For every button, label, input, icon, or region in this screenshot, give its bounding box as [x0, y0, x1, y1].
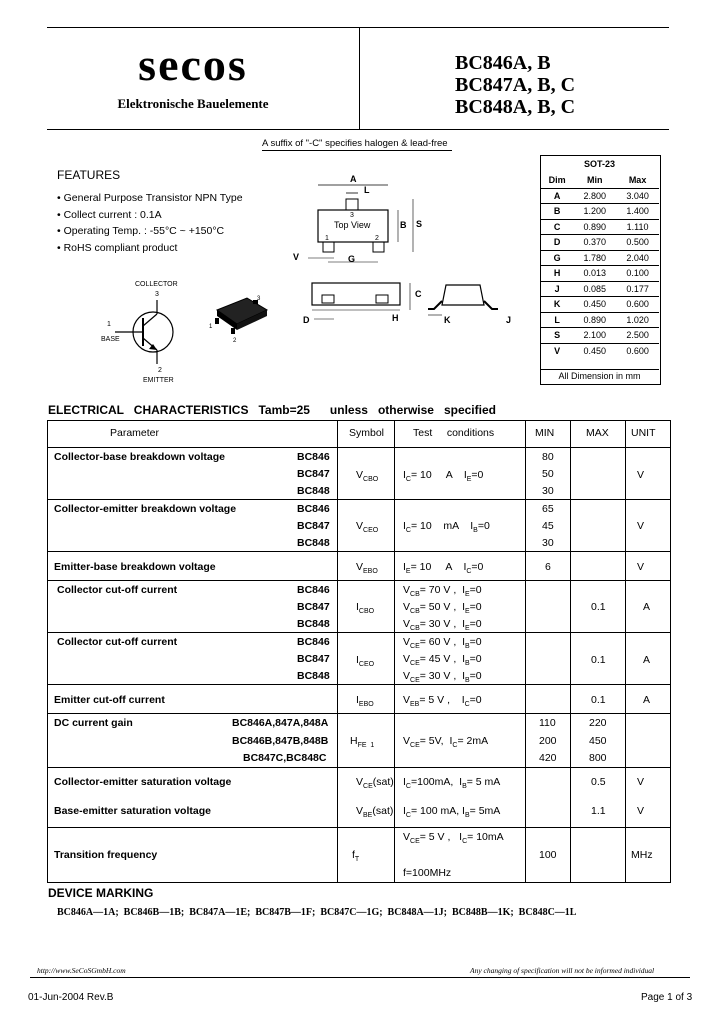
device-marking-text: BC846A—1A; BC846B—1B; BC847A—1E; BC847B—1F; BC847C—1G; BC848A—1J; BC848B—1K; BC848C—1L	[57, 907, 577, 918]
dim-table-row	[541, 297, 659, 313]
test-ft-frequency: f=100MHz	[403, 867, 452, 879]
param-hfe: DC current gain	[54, 717, 133, 729]
company-subtitle: Elektronische Bauelemente	[117, 96, 269, 111]
dim-min: 1.200	[573, 204, 616, 220]
min-value: 6	[545, 561, 551, 573]
dim-min: 0.890	[573, 312, 616, 328]
svg-text:V: V	[293, 252, 300, 262]
dim-min: 0.890	[573, 219, 616, 235]
max-value: 0.1	[591, 654, 606, 666]
dim-table-row	[541, 343, 659, 358]
ec-row-border	[47, 551, 671, 552]
dim-letter: D	[541, 235, 573, 251]
ec-row-border	[47, 684, 671, 685]
dim-max: 1.110	[616, 219, 659, 235]
sot23-3d-package-icon	[205, 290, 275, 345]
features-title: FEATURES	[57, 168, 121, 182]
dim-max: 1.020	[616, 312, 659, 328]
max-value: 1.1	[591, 805, 606, 817]
param-ft: Transition frequency	[54, 849, 158, 861]
symbol-vebo: $V_{EBO}$	[356, 561, 378, 576]
ec-col-border	[47, 420, 48, 883]
ec-row-border	[47, 827, 671, 828]
pkg-pin-1: 1	[209, 324, 213, 330]
symbol-vcesat: $V_{CE}(sat)$	[356, 776, 394, 791]
dim-min: 0.013	[573, 266, 616, 282]
max-value: 0.1	[591, 601, 606, 613]
param-vcbo: Collector-base breakdown voltage	[54, 451, 225, 463]
svg-text:C: C	[415, 289, 422, 299]
part-label: BC846	[297, 503, 330, 515]
part-label: BC848	[297, 670, 330, 682]
ec-row-border	[47, 499, 671, 500]
base-label: BASE	[101, 336, 120, 343]
test-iceo: $V_{CE}= 60$ V , $I_B=0$	[403, 636, 482, 651]
dim-min: 0.085	[573, 281, 616, 297]
dim-min: 1.780	[573, 250, 616, 266]
ec-row-border	[47, 713, 671, 714]
part-label: BC846	[297, 451, 330, 463]
svg-text:D: D	[303, 315, 310, 325]
ec-col-border	[625, 420, 626, 883]
company-logo: secos	[138, 39, 248, 90]
test-icbo: $V_{CB}= 50$ V , $I_E=0$	[403, 601, 482, 616]
svg-text:S: S	[416, 219, 423, 229]
device-marking-title: DEVICE MARKING	[48, 886, 154, 900]
emitter-label: EMITTER	[143, 377, 174, 384]
dim-min: 2.100	[573, 328, 616, 344]
dim-max: 2.500	[616, 328, 659, 344]
feature-item: • Collect current : 0.1A	[57, 208, 162, 221]
dim-table-row	[541, 266, 659, 282]
dim-max: 2.040	[616, 250, 659, 266]
notice-underline	[262, 150, 452, 151]
pin-3-label: 3	[155, 291, 159, 298]
symbol-icbo: $I_{CBO}$	[356, 601, 375, 616]
unit-value: V	[637, 805, 645, 817]
dim-table-footer: All Dimension in mm	[540, 369, 659, 381]
dim-table-row	[541, 281, 659, 297]
svg-text:B: B	[400, 220, 407, 230]
part-label: BC848	[297, 537, 330, 549]
dimension-table	[541, 173, 659, 358]
header-bottom-border	[47, 129, 669, 130]
footer-disclaimer: Any changing of specification will not be informed individual	[470, 966, 655, 975]
min-value: 50	[542, 468, 554, 480]
svg-text:G: G	[348, 254, 356, 264]
test-vcesat: $I_C=100mA$, $I_B= 5$ mA	[403, 776, 501, 791]
svg-text:A: A	[350, 174, 357, 184]
col-header-test: Test conditions	[413, 427, 495, 439]
dim-letter: G	[541, 250, 573, 266]
group-label: BC846A,847A,848A	[232, 717, 329, 729]
dim-letter: S	[541, 328, 573, 344]
part-number-line-1: BC846A, B	[455, 52, 551, 74]
dim-table-row	[541, 328, 659, 344]
dim-min: 0.450	[573, 343, 616, 358]
dim-letter: B	[541, 204, 573, 220]
test-icbo: $V_{CB}= 30$ V , $I_E=0$	[403, 618, 482, 633]
dim-table-row	[541, 219, 659, 235]
test-vceo: $I_C= 10$ mA $I_B=0$	[403, 520, 490, 535]
min-value: 110	[539, 717, 556, 729]
dim-letter: L	[541, 312, 573, 328]
unit-value: V	[637, 776, 645, 788]
dim-letter: A	[541, 188, 573, 204]
min-value: 45	[542, 520, 554, 532]
svg-text:J: J	[506, 315, 512, 325]
footer-page-number: Page 1 of 3	[641, 992, 693, 1003]
test-iebo: $V_{EB}= 5$ V , $I_C=0$	[403, 694, 482, 709]
test-hfe: $V_{CE}= 5V$, $I_C= 2mA$	[403, 735, 489, 750]
part-label: BC847	[297, 653, 330, 665]
test-vebo: $I_E= 10$ A $I_C=0$	[403, 561, 484, 576]
dim-letter: C	[541, 219, 573, 235]
symbol-ft: $f_T$	[352, 849, 360, 864]
symbol-vbesat: $V_{BE}(sat)$	[356, 805, 394, 820]
max-value: 0.5	[591, 776, 606, 788]
col-header-min: MIN	[535, 427, 555, 439]
param-vbesat: Base-emitter saturation voltage	[54, 805, 211, 817]
param-vceo: Collector-emitter breakdown voltage	[54, 503, 237, 515]
test-ft: $V_{CE}= 5$ V , $I_C= 10mA$	[403, 831, 504, 846]
svg-text:3: 3	[350, 212, 354, 219]
dim-table-row	[541, 235, 659, 251]
ec-bottom-border	[47, 882, 671, 883]
dim-letter: K	[541, 297, 573, 313]
ec-row-border	[47, 580, 671, 581]
min-value: 65	[542, 503, 554, 515]
dim-table-title: SOT-23	[583, 159, 615, 169]
dim-table-row	[541, 188, 659, 204]
dim-max: 0.500	[616, 235, 659, 251]
features-list	[57, 190, 243, 256]
part-label: BC847	[297, 468, 330, 480]
footer-rule	[30, 977, 690, 978]
unit-value: V	[637, 520, 645, 532]
ec-col-border	[394, 420, 395, 883]
test-icbo: $V_{CB}= 70$ V , $I_E=0$	[403, 584, 482, 599]
ec-top-border	[47, 420, 671, 421]
part-label: BC848	[297, 485, 330, 497]
dim-max: 3.040	[616, 188, 659, 204]
param-vcesat: Collector-emitter saturation voltage	[54, 776, 232, 788]
header-top-border	[47, 27, 669, 28]
part-number-line-3: BC848A, B, C	[455, 96, 576, 118]
min-value: 30	[542, 485, 554, 497]
symbol-vcbo: $V_{CBO}$	[356, 469, 379, 484]
col-header-parameter: Parameter	[110, 427, 160, 439]
dim-max: 1.400	[616, 204, 659, 220]
max-value: 800	[589, 752, 607, 764]
unit-value: V	[637, 561, 645, 573]
pin-2-label: 2	[158, 367, 162, 374]
group-label: BC846B,847B,848B	[232, 735, 329, 747]
param-icbo: Collector cut-off current	[57, 584, 178, 596]
ec-col-border	[670, 420, 671, 883]
feature-item: • Operating Temp. : -55°C ~ +150°C	[57, 225, 225, 237]
footer-url[interactable]: http://www.SeCoSGmbH.com	[37, 966, 126, 975]
col-header-max: MAX	[586, 427, 609, 439]
feature-item: • RoHS compliant product	[57, 241, 178, 254]
dim-min: 0.370	[573, 235, 616, 251]
dim-max: 0.177	[616, 281, 659, 297]
unit-value: A	[643, 694, 651, 706]
symbol-vceo: $V_{CEO}$	[356, 520, 379, 535]
min-value: 200	[539, 735, 557, 747]
test-iceo: $V_{CE}= 30$ V , $I_B=0$	[403, 670, 482, 685]
max-value: 450	[589, 735, 607, 747]
top-view-label: Top View	[334, 220, 371, 230]
dim-letter: V	[541, 343, 573, 358]
dim-letter: H	[541, 266, 573, 282]
ec-header-border	[47, 447, 671, 448]
package-outline-drawing	[288, 165, 538, 365]
dim-max: 0.600	[616, 297, 659, 313]
unit-value: A	[643, 654, 651, 666]
ec-col-border	[570, 420, 571, 883]
min-value: 80	[542, 451, 554, 463]
part-label: BC847	[297, 601, 330, 613]
min-value: 100	[539, 849, 557, 861]
unit-value: MHz	[631, 849, 653, 861]
dim-min: 0.450	[573, 297, 616, 313]
part-label: BC846	[297, 636, 330, 648]
ec-col-border	[337, 420, 338, 883]
dim-table-row	[541, 250, 659, 266]
svg-text:K: K	[444, 315, 451, 325]
min-value: 30	[542, 537, 554, 549]
min-value: 420	[539, 752, 557, 764]
dim-table-header: Dim Min Max	[548, 175, 647, 186]
test-iceo: $V_{CE}= 45$ V , $I_B=0$	[403, 653, 482, 668]
header-divider	[359, 27, 360, 130]
collector-label: COLLECTOR	[135, 281, 178, 288]
max-value: 0.1	[591, 694, 606, 706]
part-number-line-2: BC847A, B, C	[455, 74, 576, 96]
unit-value: V	[637, 469, 645, 481]
param-iceo: Collector cut-off current	[57, 636, 178, 648]
elec-title: ELECTRICAL CHARACTERISTICS Tamb=25 unless otherwise specified	[48, 403, 496, 417]
halogen-notice: A suffix of "-C" specifies halogen & lead-free	[262, 138, 448, 149]
test-vbesat: $I_C= 100$ mA, $I_B= 5mA$	[403, 805, 501, 820]
col-header-unit: UNIT	[631, 427, 656, 439]
max-value: 220	[589, 717, 607, 729]
ec-row-border	[47, 767, 671, 768]
svg-text:1: 1	[325, 235, 329, 242]
param-vebo: Emitter-base breakdown voltage	[54, 561, 216, 573]
dim-max: 0.600	[616, 343, 659, 358]
dim-min: 2.800	[573, 188, 616, 204]
part-label: BC848	[297, 618, 330, 630]
svg-text:L: L	[364, 185, 370, 195]
part-label: BC846	[297, 584, 330, 596]
npn-transistor-symbol	[95, 272, 195, 387]
footer-date: 01-Jun-2004 Rev.B	[28, 992, 114, 1003]
param-iebo: Emitter cut-off current	[54, 694, 165, 706]
ec-col-border	[525, 420, 526, 883]
feature-item: • General Purpose Transistor NPN Type	[57, 192, 243, 204]
pkg-pin-2: 2	[233, 338, 237, 344]
dim-table-row	[541, 312, 659, 328]
group-label: BC847C,BC848C	[243, 752, 327, 764]
unit-value: A	[643, 601, 651, 613]
symbol-iceo: $I_{CEO}$	[356, 654, 375, 669]
part-label: BC847	[297, 520, 330, 532]
svg-text:H: H	[392, 313, 399, 323]
symbol-hfe: $H_{FE 1}$	[350, 735, 375, 750]
pkg-pin-3: 3	[257, 296, 261, 302]
pin-1-label: 1	[107, 321, 111, 328]
svg-text:2: 2	[375, 235, 379, 242]
dim-letter: J	[541, 281, 573, 297]
test-vcbo: $I_C= 10$ A $I_E=0$	[403, 469, 484, 484]
col-header-symbol: Symbol	[349, 427, 385, 439]
dim-max: 0.100	[616, 266, 659, 282]
symbol-iebo: $I_{EBO}$	[356, 694, 374, 709]
ec-row-border	[47, 632, 671, 633]
dim-table-row	[541, 204, 659, 220]
